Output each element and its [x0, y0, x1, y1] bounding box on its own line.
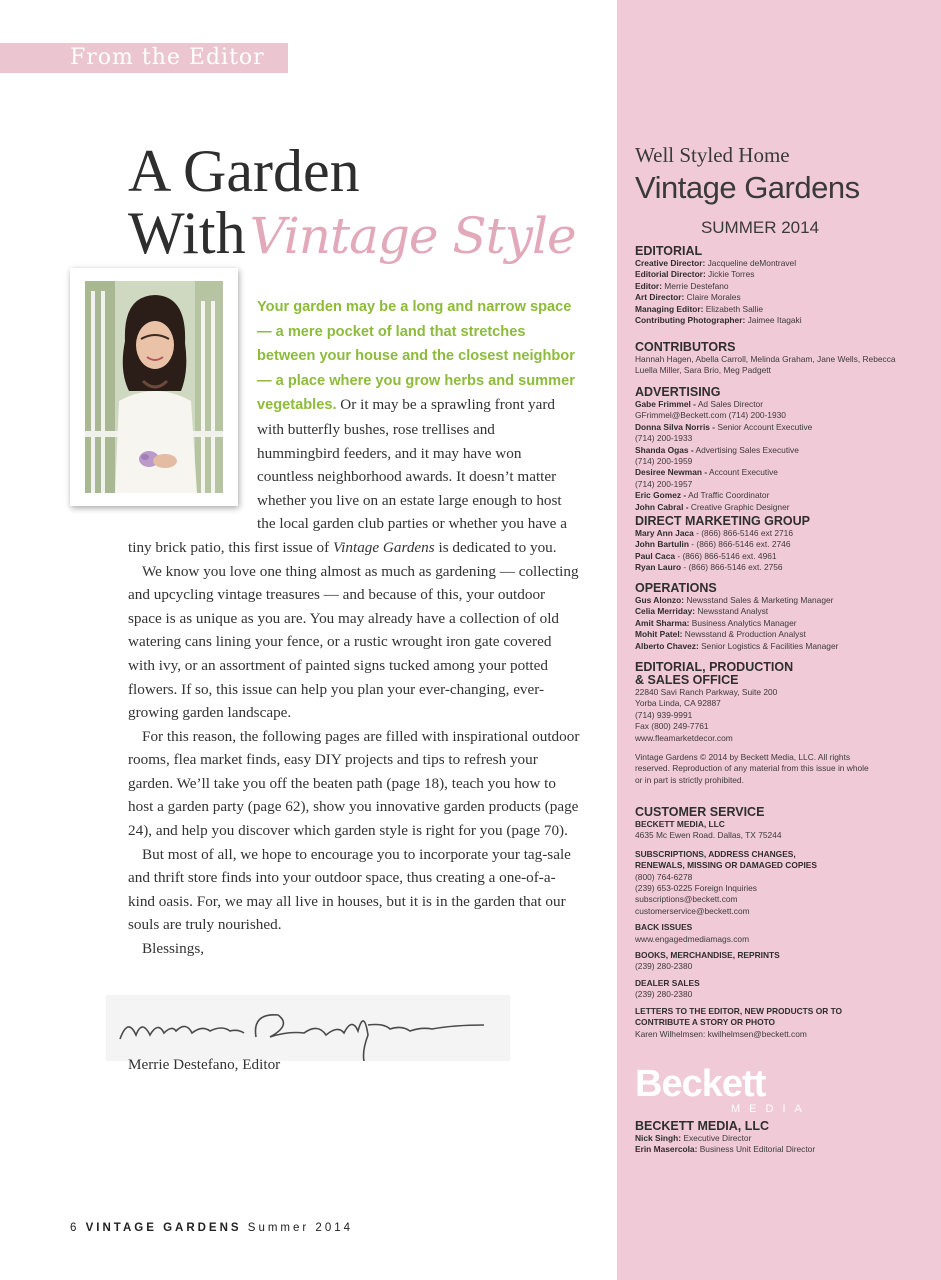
signoff-name: Merrie Destefano, Editor: [128, 1056, 281, 1073]
editorial-row: Editorial Director: Jickie Torres: [635, 269, 755, 280]
dealer-sales-heading: DEALER SALES: [635, 977, 700, 988]
advertising-row: GFrimmel@Beckett.com (714) 200-1930: [635, 410, 786, 421]
contributors-line: Luella Miller, Sara Brio, Meg Padgett: [635, 365, 771, 376]
editorial-row: Contributing Photographer: Jaimee Itagaki: [635, 315, 802, 326]
direct-marketing-row: Ryan Lauro - (866) 866-5146 ext. 2756: [635, 562, 783, 573]
beckett-media-logo: [635, 1066, 835, 1116]
letters-heading: CONTRIBUTE A STORY OR PHOTO: [635, 1017, 776, 1028]
operations-row: Amit Sharma: Business Analytics Manager: [635, 617, 797, 628]
editorial-section: [635, 245, 935, 326]
copyright-line: or in part is strictly prohibited.: [635, 774, 744, 785]
advertising-row: John Cabral - Creative Graphic Designer: [635, 501, 790, 512]
office-heading-2: & SALES OFFICE: [635, 673, 739, 687]
operations-section: [635, 582, 935, 652]
advertising-row: (714) 200-1957: [635, 478, 693, 489]
company-heading: BECKETT MEDIA, LLC: [635, 1119, 770, 1133]
article-lead: Your garden may be a long and narrow space — a mere pocket of land that stretches between your house and the closest neighbor — a place where you grow herbs and summer vegetables.: [257, 299, 575, 414]
contributors-line: Hannah Hagen, Abella Carroll, Melinda Graham, Jane Wells, Rebecca: [635, 354, 896, 364]
operations-heading: OPERATIONS: [635, 581, 717, 595]
customer-service-address: 4635 Mc Ewen Road. Dallas, TX 75244: [635, 830, 782, 841]
advertising-row: (714) 200-1959: [635, 456, 693, 467]
footer-publication: VINTAGE GARDENS: [85, 1222, 242, 1234]
books-heading: BOOKS, MERCHANDISE, REPRINTS: [635, 950, 780, 961]
direct-marketing-row: John Bartulin - (866) 866-5146 ext. 2746: [635, 539, 791, 550]
company-row: Nick Singh: Executive Director: [635, 1133, 752, 1143]
dealer-sales-phone: (239) 280-2380: [635, 989, 693, 1000]
advertising-row: Eric Gomez - Ad Traffic Coordinator: [635, 490, 770, 501]
logo-word: Beckett: [635, 1066, 766, 1105]
editorial-row: Managing Editor: Elizabeth Sallie: [635, 303, 763, 314]
subscriptions-line: (239) 653-0225 Foreign Inquiries: [635, 883, 757, 894]
subscriptions-line: (800) 764-6278: [635, 871, 693, 882]
advertising-heading: ADVERTISING: [635, 385, 721, 399]
subscriptions-heading: SUBSCRIPTIONS, ADDRESS CHANGES,: [635, 848, 796, 859]
contributors-heading: CONTRIBUTORS: [635, 340, 736, 354]
office-line: 22840 Savi Ranch Parkway, Suite 200: [635, 687, 778, 697]
operations-row: Alberto Chavez: Senior Logistics & Facilities Manager: [635, 640, 839, 651]
back-issues-link[interactable]: www.engagedmediamags.com: [635, 933, 750, 944]
headline-with: With: [128, 200, 246, 266]
headline-line-2: [128, 202, 576, 267]
office-line: (714) 939-9991: [635, 709, 693, 720]
closing: Blessings,: [142, 940, 205, 958]
editorial-heading: EDITORIAL: [635, 244, 703, 258]
advertising-row: Shanda Ogas - Advertising Sales Executive: [635, 444, 799, 455]
office-website[interactable]: www.fleamarketdecor.com: [635, 732, 733, 743]
subscriptions-heading: RENEWALS, MISSING OR DAMAGED COPIES: [635, 860, 817, 871]
page-number: 6: [70, 1222, 80, 1234]
copyright-line: reserved. Reproduction of any material from this issue in whole: [635, 763, 869, 774]
direct-marketing-row: Paul Caca - (866) 866-5146 ext. 4961: [635, 550, 777, 561]
paragraph-3: For this reason, the following pages are filled with inspirational outdoor rooms, flea market finds, easy DIY projects and tips to refresh your garden. We’ll take you off the beaten path (page 18), teach you how to host a garden party (page 62), show you innovative garden products (page 24), and help you discover which garden style is right for you (page 70).: [128, 727, 580, 840]
section-tab: From the Editor: [0, 43, 288, 73]
advertising-row: Gabe Frimmel - Ad Sales Director: [635, 399, 763, 409]
direct-marketing-heading: DIRECT MARKETING GROUP: [635, 514, 810, 528]
article-body: [128, 295, 580, 961]
copyright-line: Vintage Gardens © 2014 by Beckett Media, LLC. All rights: [635, 752, 851, 763]
customer-service-company: BECKETT MEDIA, LLC: [635, 819, 725, 829]
contributors-section: [635, 341, 935, 377]
office-line: Fax (800) 249-7761: [635, 721, 709, 732]
article-headline: [128, 140, 576, 267]
editorial-row: Editor: Merrie Destefano: [635, 280, 729, 291]
office-line: Yorba Linda, CA 92887: [635, 698, 721, 709]
letters-heading: LETTERS TO THE EDITOR, NEW PRODUCTS OR TO: [635, 1005, 843, 1016]
logo-sub: MEDIA: [731, 1103, 811, 1115]
advertising-row: Donna Silva Norris - Senior Account Executive: [635, 421, 813, 432]
advertising-row: Desiree Newman - Account Executive: [635, 467, 778, 478]
direct-marketing-section: [635, 515, 935, 574]
page-footer: [70, 1222, 353, 1234]
operations-row: Celia Merriday: Newsstand Analyst: [635, 606, 769, 617]
customer-service-heading: CUSTOMER SERVICE: [635, 805, 765, 819]
editorial-row: Art Director: Claire Morales: [635, 292, 741, 303]
office-heading-1: EDITORIAL, PRODUCTION: [635, 660, 794, 674]
headline-script: Vintage Style: [249, 207, 576, 265]
paragraph-1-text: Or it may be a sprawling front yard with butterfly bushes, rose trellises and hummingbird feeders, and it may have won countless neighborhood awards. It doesn’t matter whether you live on an estate large enough to host the local garden club parties or whether you have a tiny brick patio, this first issue of: [128, 396, 567, 556]
masthead-sidebar: [617, 0, 941, 1280]
editor-signature: [106, 995, 510, 1061]
paragraph-4: But most of all, we hope to encourage you to incorporate your tag-sale and thrift store finds into your outdoor space, thus creating a one-of-a-kind oasis. For, we may all live in houses, but it is in the garden that our souls are truly nourished.: [128, 845, 571, 934]
footer-issue: Summer 2014: [247, 1222, 354, 1234]
editorial-row: Creative Director: Jacqueline deMontravel: [635, 258, 797, 268]
paragraph-2: We know you love one thing almost as much as gardening — collecting and upcycling vintage treasures — and because of this, your outdoor space is as unique as you are. You may already have a collection of old watering cans lining your fence, or a rustic wrought iron gate covered with ivy, or an assortment of painted signs tucked among your potted flowers. If so, this issue can help you plan your ever-changing, ever-growing garden landscape.: [128, 562, 579, 722]
company-section: [635, 1120, 935, 1156]
office-section: [635, 661, 935, 786]
advertising-section: [635, 386, 935, 513]
masthead-brand: Well Styled Home: [635, 143, 790, 167]
masthead-magazine-title: Vintage Gardens: [635, 170, 860, 205]
letters-contact: Karen Wilhelmsen: kwilhelmsen@beckett.com: [635, 1028, 807, 1039]
subscriptions-email[interactable]: subscriptions@beckett.com: [635, 894, 738, 905]
operations-row: Gus Alonzo: Newsstand Sales & Marketing Manager: [635, 595, 834, 605]
advertising-row: (714) 200-1933: [635, 433, 693, 444]
back-issues-heading: BACK ISSUES: [635, 922, 693, 933]
direct-marketing-row: Mary Ann Jaca - (866) 866-5146 ext 2716: [635, 528, 793, 538]
headline-line-1: A Garden: [128, 138, 360, 204]
customerservice-email[interactable]: customerservice@beckett.com: [635, 905, 750, 916]
company-row: Erin Masercola: Business Unit Editorial Director: [635, 1144, 816, 1155]
paragraph-1-end: is dedicated to you.: [434, 538, 557, 556]
masthead-issue: SUMMER 2014: [700, 218, 820, 237]
books-phone: (239) 280-2380: [635, 961, 693, 972]
magazine-title-italic: Vintage Gardens: [333, 538, 435, 556]
operations-row: Mohit Patel: Newsstand & Production Analyst: [635, 629, 806, 640]
customer-service-section: [635, 806, 935, 1040]
